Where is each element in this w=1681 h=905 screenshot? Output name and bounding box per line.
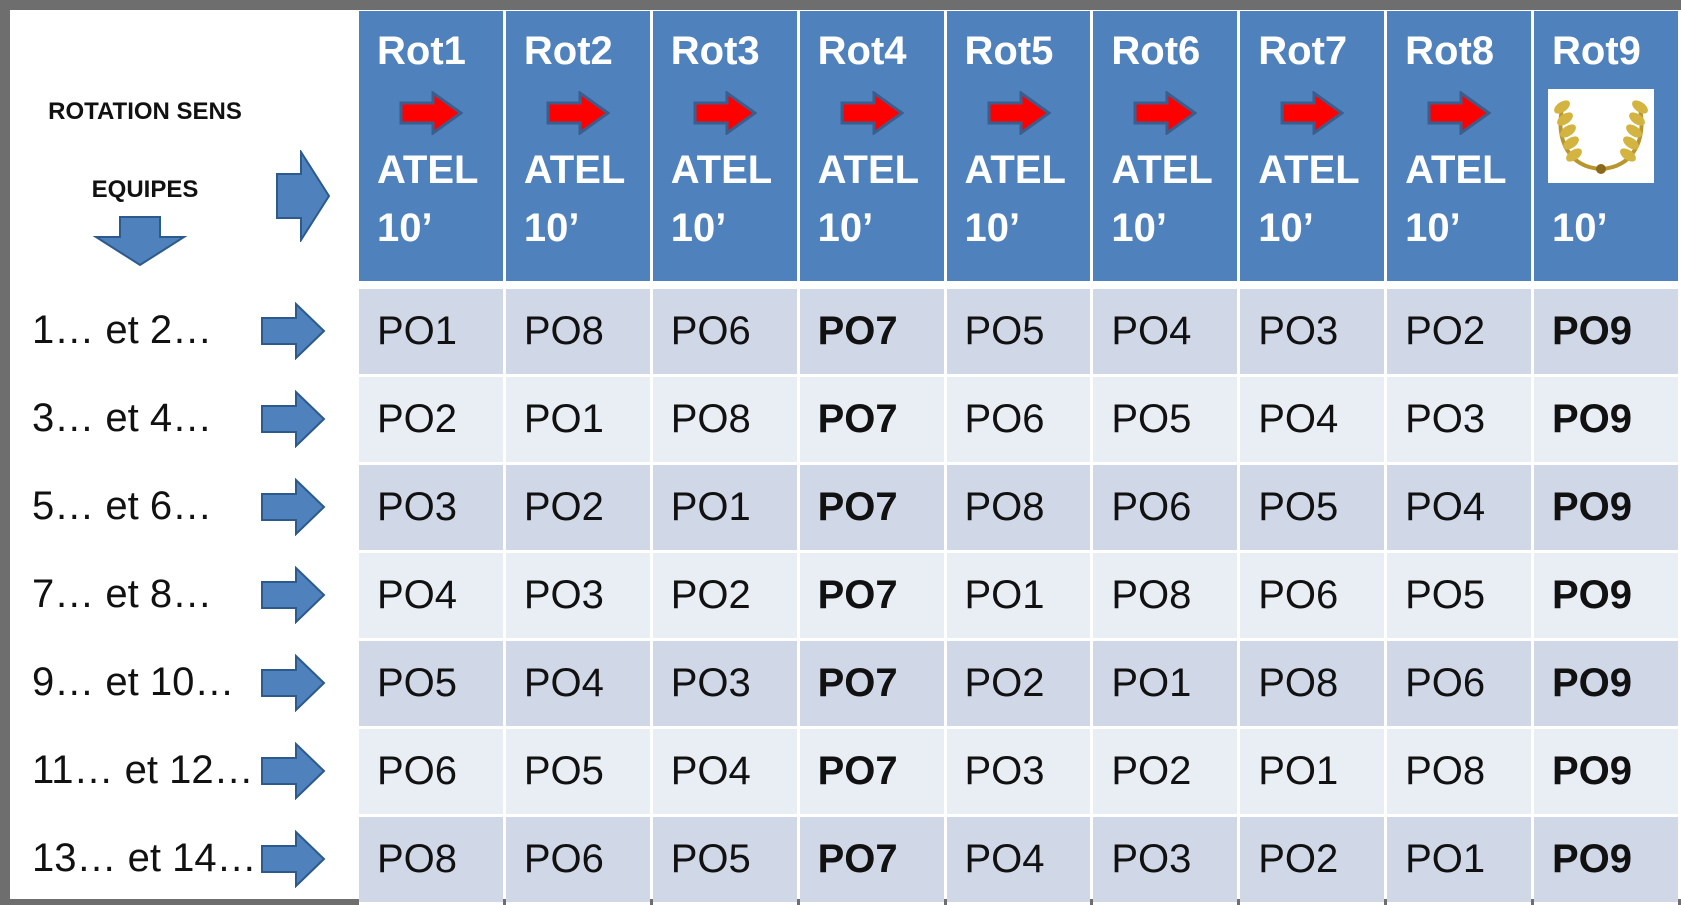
station-cell: PO3 — [506, 553, 650, 641]
station-cell: PO6 — [1093, 465, 1237, 553]
station-cell: PO5 — [1240, 465, 1384, 553]
right-arrow-icon — [260, 742, 326, 805]
team-label: 3… et 4… — [32, 396, 213, 440]
station-cell: PO6 — [1387, 641, 1531, 729]
station-cell: PO2 — [947, 641, 1091, 729]
station-cell: PO4 — [653, 729, 797, 817]
station-cell: PO2 — [506, 465, 650, 553]
station-cell: PO1 — [947, 553, 1091, 641]
table-row — [359, 641, 1678, 729]
station-cell: PO5 — [653, 817, 797, 905]
station-cell: PO4 — [1387, 465, 1531, 553]
atelier-label: ATEL — [1258, 148, 1360, 192]
table-row — [359, 729, 1678, 817]
station-cell: PO2 — [653, 553, 797, 641]
station-cell: PO8 — [506, 289, 650, 377]
station-cell: PO7 — [800, 377, 944, 465]
station-cell: PO1 — [359, 289, 503, 377]
station-cell: PO7 — [800, 465, 944, 553]
duration-label: 10’ — [1111, 206, 1167, 250]
rotation-header-7 — [1240, 11, 1384, 289]
station-cell: PO9 — [1534, 465, 1678, 553]
station-cell: PO8 — [653, 377, 797, 465]
station-cell: PO1 — [1093, 641, 1237, 729]
red-arrow-icon — [399, 91, 463, 140]
station-cell: PO2 — [359, 377, 503, 465]
team-label: 1… et 2… — [32, 308, 213, 352]
rotation-header-5 — [947, 11, 1091, 289]
station-cell: PO4 — [1093, 289, 1237, 377]
station-cell: PO8 — [1387, 729, 1531, 817]
red-arrow-icon — [1427, 91, 1491, 140]
rotation-title: Rot1 — [377, 29, 466, 73]
atelier-label: ATEL — [523, 148, 626, 192]
station-cell: PO9 — [1534, 377, 1678, 465]
red-arrow-icon — [1133, 91, 1197, 140]
rotation-title: Rot9 — [1552, 29, 1641, 73]
rotation-title: Rot2 — [523, 29, 613, 73]
team-label: 13… et 14… — [32, 836, 257, 880]
station-cell: PO6 — [506, 817, 650, 905]
team-label: 9… et 10… — [32, 660, 235, 704]
station-cell: PO2 — [1387, 289, 1531, 377]
station-cell: PO5 — [1093, 377, 1237, 465]
station-cell: PO7 — [800, 289, 944, 377]
team-label: 7… et 8… — [32, 572, 213, 616]
station-cell: PO5 — [359, 641, 503, 729]
station-cell: PO9 — [1534, 641, 1678, 729]
rotation-header-4 — [800, 11, 944, 289]
duration-label: 10’ — [817, 206, 874, 250]
station-cell: PO1 — [1240, 729, 1384, 817]
station-cell: PO6 — [359, 729, 503, 817]
rotation-header-2 — [506, 11, 650, 289]
equipes-label: EQUIPES — [91, 176, 199, 203]
station-cell: PO9 — [1534, 817, 1678, 905]
atelier-label: ATEL — [1111, 148, 1213, 192]
red-arrow-icon — [546, 91, 610, 140]
station-cell: PO6 — [947, 377, 1091, 465]
station-cell: PO4 — [1240, 377, 1384, 465]
right-arrow-icon — [260, 478, 326, 541]
rotation-sens-label: ROTATION SENS — [48, 98, 242, 125]
right-arrow-icon — [260, 390, 326, 453]
rotation-title: Rot5 — [964, 29, 1054, 73]
right-arrow-icon — [260, 654, 326, 717]
station-cell: PO1 — [653, 465, 797, 553]
rotation-title: Rot8 — [1405, 29, 1495, 73]
station-cell: PO7 — [800, 641, 944, 729]
station-cell: PO5 — [506, 729, 650, 817]
atelier-label: ATEL — [817, 148, 920, 192]
station-cell: PO3 — [1093, 817, 1237, 905]
atelier-label: ATEL — [377, 148, 479, 192]
station-cell: PO3 — [1387, 377, 1531, 465]
rotation-header-6 — [1093, 11, 1237, 289]
table-row — [359, 817, 1678, 905]
station-cell: PO8 — [1093, 553, 1237, 641]
red-arrow-icon — [1280, 91, 1344, 140]
duration-label: 10’ — [1405, 206, 1461, 250]
duration-label: 10’ — [377, 206, 433, 250]
rotation-title: Rot7 — [1258, 29, 1348, 73]
atelier-label: ATEL — [964, 148, 1066, 192]
station-cell: PO9 — [1534, 553, 1678, 641]
duration-label: 10’ — [523, 206, 580, 250]
duration-label: 10’ — [1258, 206, 1314, 250]
table-row — [359, 377, 1678, 465]
station-cell: PO3 — [359, 465, 503, 553]
station-cell: PO8 — [947, 465, 1091, 553]
duration-label: 10’ — [670, 206, 727, 250]
right-arrow-icon — [260, 830, 326, 893]
station-cell: PO8 — [359, 817, 503, 905]
rotation-title: Rot4 — [817, 29, 907, 73]
team-label: 5… et 6… — [32, 484, 213, 528]
station-cell: PO2 — [1093, 729, 1237, 817]
team-label: 11… et 12… — [32, 748, 254, 792]
duration-label: 10’ — [1552, 206, 1608, 250]
station-cell: PO1 — [1387, 817, 1531, 905]
station-cell: PO7 — [800, 729, 944, 817]
rotation-table — [356, 11, 1681, 905]
atelier-label: ATEL — [670, 148, 773, 192]
station-cell: PO3 — [1240, 289, 1384, 377]
red-arrow-icon — [987, 91, 1051, 140]
red-arrow-icon — [693, 91, 757, 140]
station-cell: PO9 — [1534, 289, 1678, 377]
station-cell: PO6 — [653, 289, 797, 377]
down-arrow-icon — [92, 215, 188, 267]
rotation-header-9 — [1534, 11, 1678, 289]
station-cell: PO6 — [1240, 553, 1384, 641]
station-cell: PO7 — [800, 817, 944, 905]
station-cell: PO4 — [506, 641, 650, 729]
station-cell: PO1 — [506, 377, 650, 465]
right-arrow-icon — [260, 302, 326, 365]
atelier-label: ATEL — [1405, 148, 1507, 192]
station-cell: PO5 — [1387, 553, 1531, 641]
rotation-header-8 — [1387, 11, 1531, 289]
header-right-arrow-icon — [275, 150, 331, 242]
laurel-wreath-icon — [1548, 89, 1654, 183]
rotation-title: Rot3 — [670, 29, 760, 73]
rotation-header-3 — [653, 11, 797, 289]
duration-label: 10’ — [964, 206, 1021, 250]
rotation-title: Rot6 — [1111, 29, 1201, 73]
station-cell: PO2 — [1240, 817, 1384, 905]
rotation-header-1 — [359, 11, 503, 289]
table-row — [359, 465, 1678, 553]
station-cell: PO8 — [1240, 641, 1384, 729]
station-cell: PO5 — [947, 289, 1091, 377]
station-cell: PO7 — [800, 553, 944, 641]
station-cell: PO4 — [947, 817, 1091, 905]
station-cell: PO4 — [359, 553, 503, 641]
station-cell: PO3 — [653, 641, 797, 729]
right-arrow-icon — [260, 566, 326, 629]
red-arrow-icon — [840, 91, 904, 140]
table-row — [359, 289, 1678, 377]
station-cell: PO3 — [947, 729, 1091, 817]
slide — [10, 10, 1681, 899]
table-row — [359, 553, 1678, 641]
station-cell: PO9 — [1534, 729, 1678, 817]
